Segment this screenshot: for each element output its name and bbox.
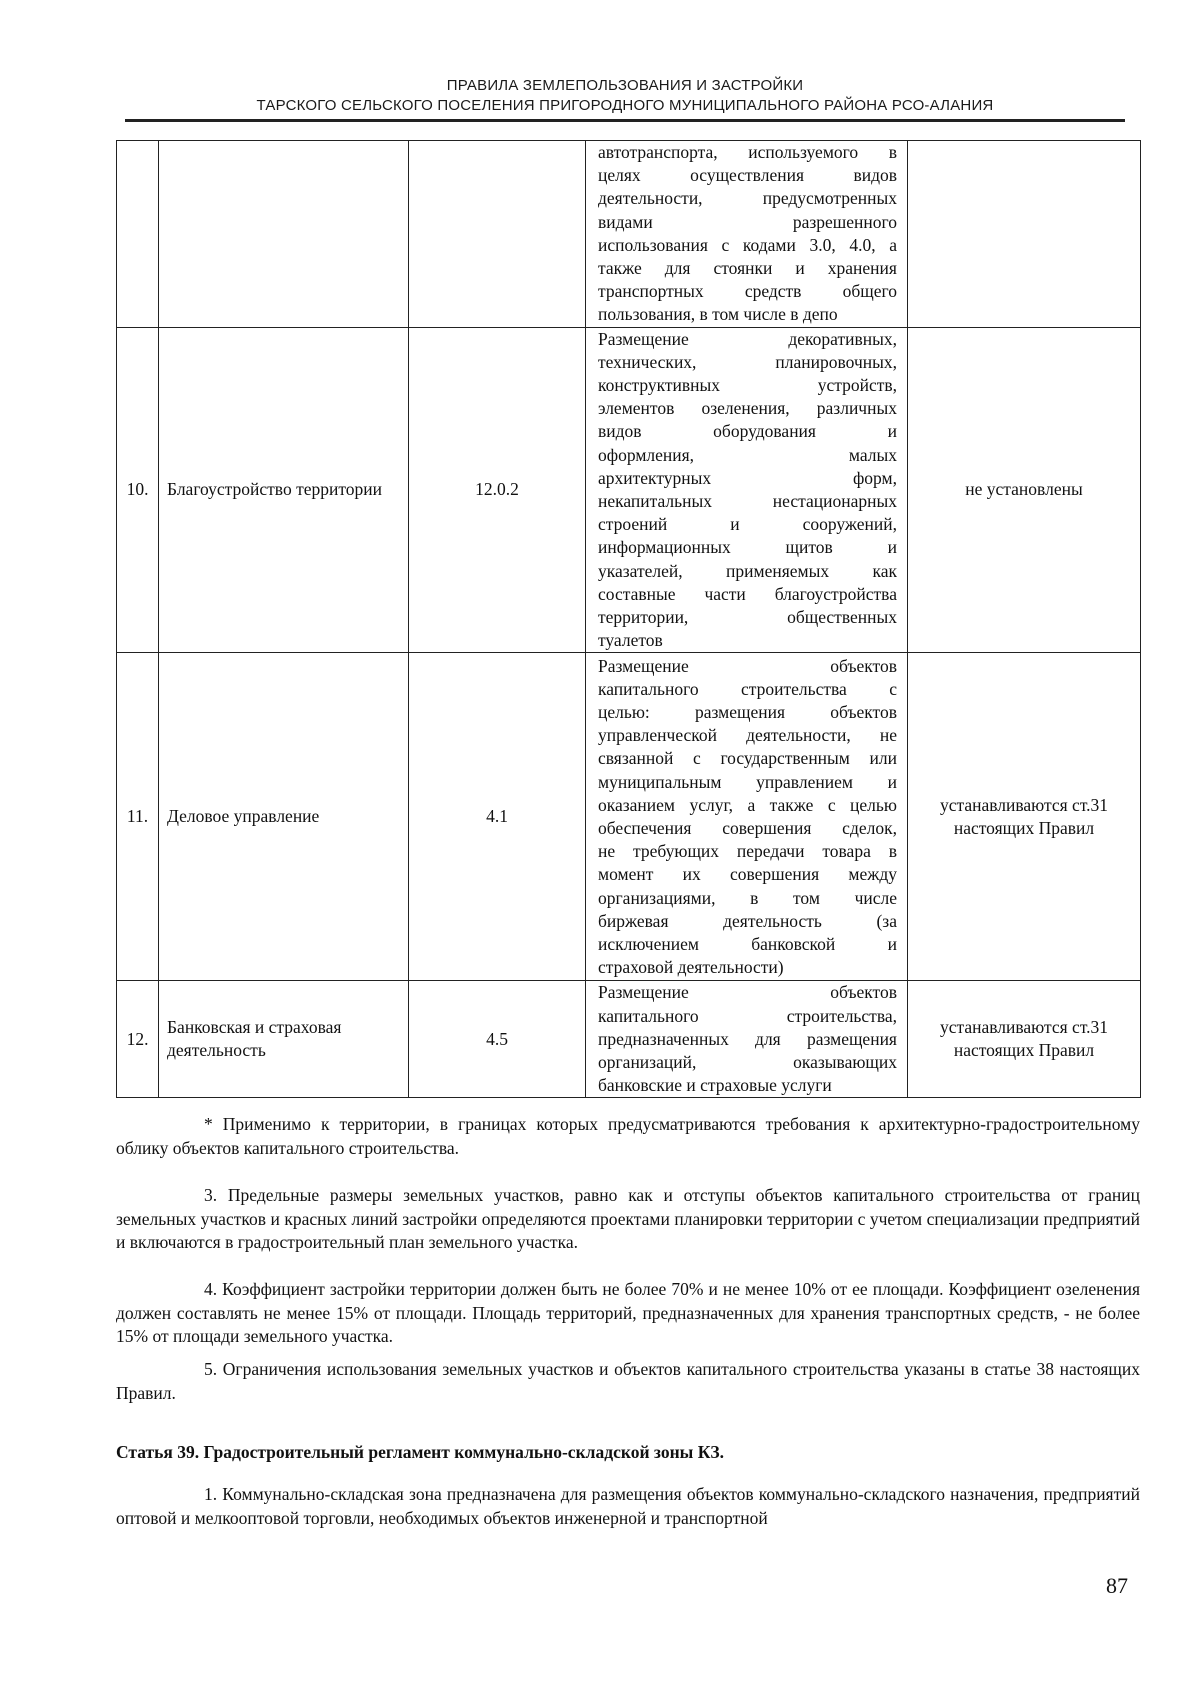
parameters-cell: устанавливаются ст.31 настоящих Правил bbox=[908, 653, 1141, 981]
table-body bbox=[117, 141, 1141, 1098]
description-line: Размещение объектов bbox=[598, 982, 897, 1003]
header-divider bbox=[125, 119, 1125, 122]
regulation-table bbox=[116, 140, 1141, 1098]
description-line: территории, общественных bbox=[598, 607, 897, 628]
description-line: составные части благоустройства bbox=[598, 583, 897, 604]
parameters-cell bbox=[908, 141, 1141, 328]
description-line: информационных щитов и bbox=[598, 537, 897, 558]
description-line: целью: размещения объектов bbox=[598, 701, 897, 722]
paragraph-5 bbox=[116, 1358, 1140, 1405]
paragraph-4-text: 4. Коэффициент застройки территории должен быть не более 70% и не менее 10% от ее площади. Коэффициент озеленения должен составлять не менее 15% от площади. Площадь территорий, предназначенных для хранения транспортных средств, - не более 15% от площади земельного участка. bbox=[116, 1279, 1140, 1346]
permitted-use-name: Банковская и страховая деятельность bbox=[159, 981, 409, 1098]
paragraph-3-text: 3. Предельные размеры земельных участков, равно как и отступы объектов капитального строительства от границ земельных участков и красных линий застройки определяются проектами планировки территории с учетом специализации предприятий и включаются в градостроительный план земельного участка. bbox=[116, 1185, 1140, 1252]
description-line: элементов озеленения, различных bbox=[598, 398, 897, 419]
classifier-code: 4.1 bbox=[409, 653, 586, 981]
description-line: архитектурных форм, bbox=[598, 467, 897, 488]
description-line: страховой деятельности) bbox=[598, 957, 784, 978]
document-header bbox=[125, 76, 1125, 116]
description-line: Размещение декоративных, bbox=[598, 328, 897, 349]
row-number: 12. bbox=[117, 981, 159, 1098]
table-row bbox=[117, 141, 1141, 328]
description-line: капитального строительства, bbox=[598, 1005, 897, 1026]
description-line: конструктивных устройств, bbox=[598, 375, 897, 396]
description-line: не требующих передачи товара в bbox=[598, 841, 897, 862]
description-line: видов оборудования и bbox=[598, 421, 897, 442]
use-description bbox=[586, 141, 908, 328]
permitted-use-name: Деловое управление bbox=[159, 653, 409, 981]
description-line: целях осуществления видов bbox=[598, 165, 897, 186]
paragraph-3 bbox=[116, 1184, 1140, 1255]
parameters-cell: не установлены bbox=[908, 327, 1141, 653]
description-line: муниципальным управлением и bbox=[598, 771, 897, 792]
description-line: организаций, оказывающих bbox=[598, 1052, 897, 1073]
row-number bbox=[117, 141, 159, 328]
footnote-text: * Применимо к территории, в границах которых предусматриваются требования к архитектурно-градостроительному облику объектов капитального строительства. bbox=[116, 1114, 1140, 1158]
description-line: туалетов bbox=[598, 630, 663, 651]
description-line: использования с кодами 3.0, 4.0, а bbox=[598, 234, 897, 255]
description-line: также для стоянки и хранения bbox=[598, 258, 897, 279]
paragraph-1-text: 1. Коммунально-складская зона предназначена для размещения объектов коммунально-складского назначения, предприятий оптовой и мелкооптовой торговли, необходимых объектов инженерной и транспортной bbox=[116, 1484, 1140, 1528]
description-line: оказанием услуг, а также с целью bbox=[598, 794, 897, 815]
use-description bbox=[586, 327, 908, 653]
description-line: технических, планировочных, bbox=[598, 351, 897, 372]
use-description bbox=[586, 981, 908, 1098]
description-line: пользования, в том числе в депо bbox=[598, 304, 838, 325]
description-line: биржевая деятельность (за bbox=[598, 910, 897, 931]
description-line: капитального строительства с bbox=[598, 678, 897, 699]
description-line: организациями, в том числе bbox=[598, 887, 897, 908]
parameters-cell: устанавливаются ст.31 настоящих Правил bbox=[908, 981, 1141, 1098]
classifier-code: 4.5 bbox=[409, 981, 586, 1098]
description-line: банковские и страховые услуги bbox=[598, 1075, 832, 1096]
classifier-code bbox=[409, 141, 586, 328]
description-line: Размещение объектов bbox=[598, 655, 897, 676]
table-row bbox=[117, 981, 1141, 1098]
description-line: видами разрешенного bbox=[598, 211, 897, 232]
paragraph-1 bbox=[116, 1483, 1140, 1530]
description-line: момент их совершения между bbox=[598, 864, 897, 885]
table-row bbox=[117, 327, 1141, 653]
description-line: строений и сооружений, bbox=[598, 514, 897, 535]
article-title: Статья 39. Градостроительный регламент коммунально-складской зоны КЗ. bbox=[116, 1442, 725, 1462]
permitted-use-name bbox=[159, 141, 409, 328]
classifier-code: 12.0.2 bbox=[409, 327, 586, 653]
table-row bbox=[117, 653, 1141, 981]
description-line: указателей, применяемых как bbox=[598, 560, 897, 581]
description-line: предназначенных для размещения bbox=[598, 1028, 897, 1049]
description-line: исключением банковской и bbox=[598, 933, 897, 954]
use-description bbox=[586, 653, 908, 981]
description-line: связанной с государственным или bbox=[598, 748, 897, 769]
page-number: 87 bbox=[1106, 1573, 1128, 1598]
permitted-use-name: Благоустройство территории bbox=[159, 327, 409, 653]
description-line: транспортных средств общего bbox=[598, 281, 897, 302]
paragraph-5-text: 5. Ограничения использования земельных участков и объектов капитального строительства указаны в статье 38 настоящих Правил. bbox=[116, 1359, 1140, 1403]
row-number: 11. bbox=[117, 653, 159, 981]
footnote-paragraph bbox=[116, 1113, 1140, 1160]
description-line: некапитальных нестационарных bbox=[598, 491, 897, 512]
header-line-2: ТАРСКОГО СЕЛЬСКОГО ПОСЕЛЕНИЯ ПРИГОРОДНОГО МУНИЦИПАЛЬНОГО РАЙОНА РСО-АЛАНИЯ bbox=[256, 97, 994, 114]
description-line: деятельности, предусмотренных bbox=[598, 188, 897, 209]
description-line: автотранспорта, используемого в bbox=[598, 142, 897, 162]
description-line: управленческой деятельности, не bbox=[598, 725, 897, 746]
paragraph-4 bbox=[116, 1278, 1140, 1349]
row-number: 10. bbox=[117, 327, 159, 653]
description-line: обеспечения совершения сделок, bbox=[598, 817, 897, 838]
description-line: оформления, малых bbox=[598, 444, 897, 465]
header-line-1: ПРАВИЛА ЗЕМЛЕПОЛЬЗОВАНИЯ И ЗАСТРОЙКИ bbox=[446, 77, 804, 94]
